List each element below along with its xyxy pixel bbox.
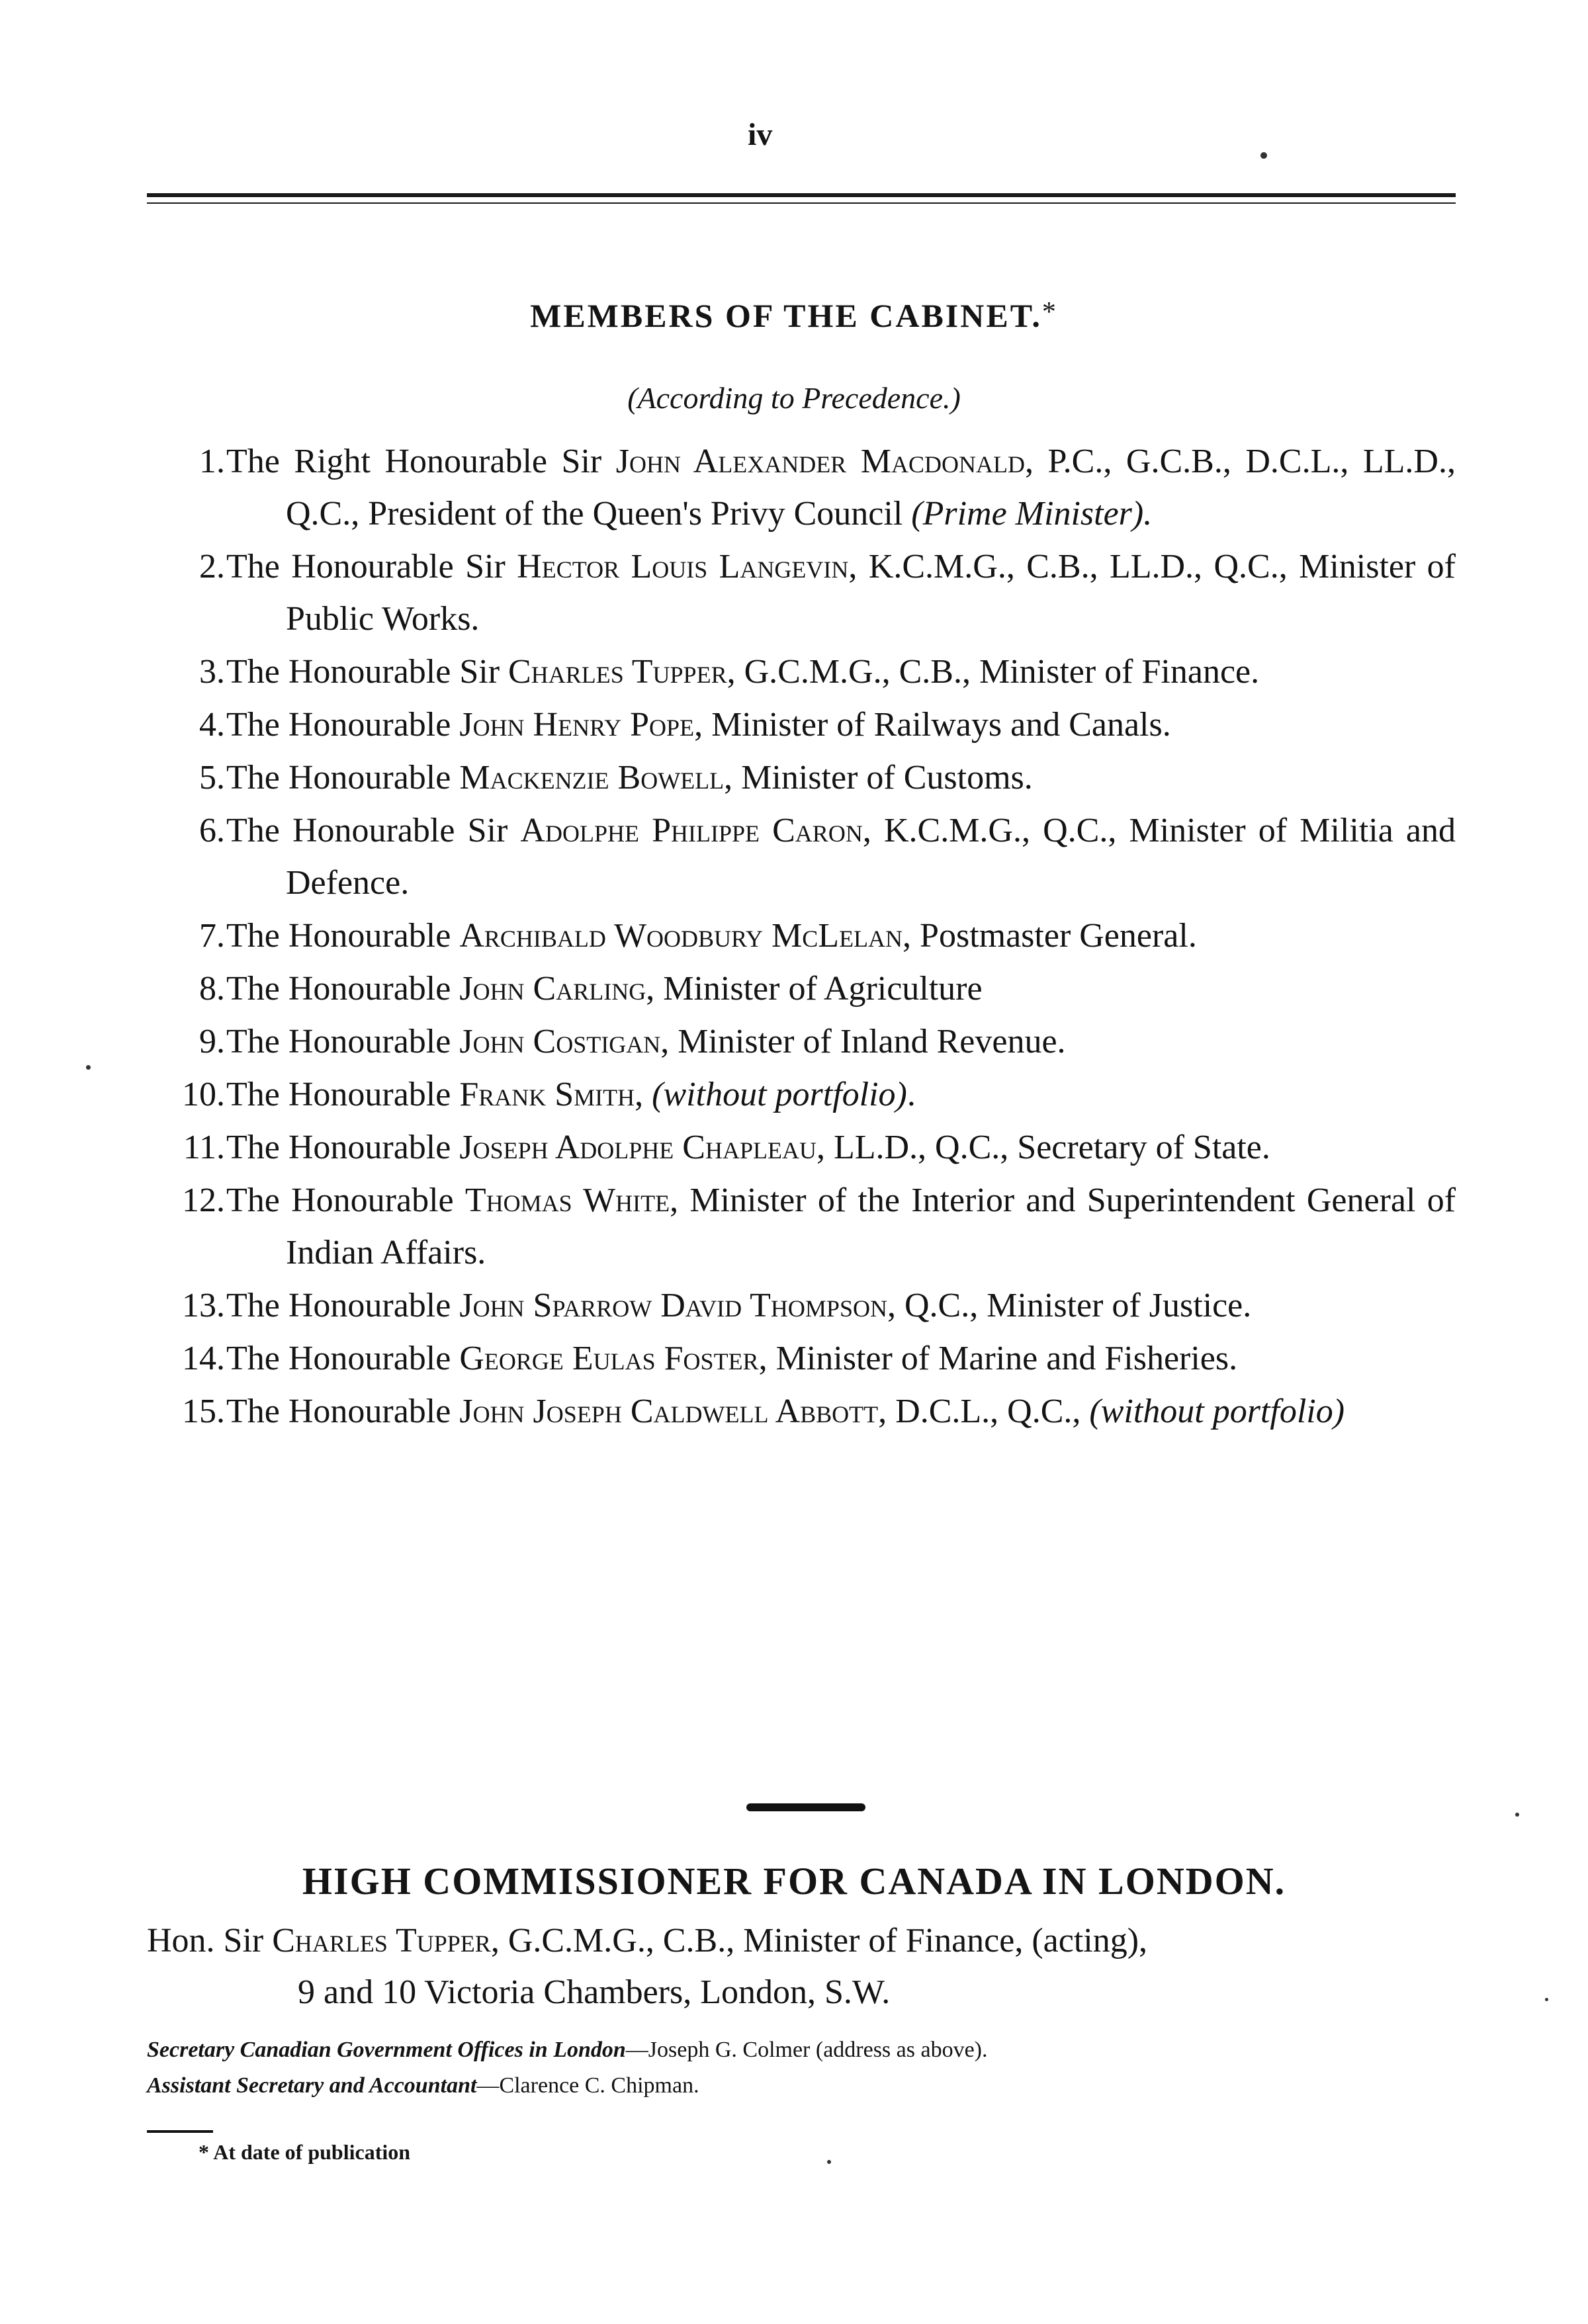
entry-number: 13. xyxy=(182,1287,225,1324)
entry-number: 14. xyxy=(182,1340,225,1377)
cabinet-entry xyxy=(147,752,1456,804)
entry-details: , P.C., G.C.B., D.C.L., LL.D., Q.C., President of the Queen's Privy Council xyxy=(286,443,1456,533)
entry-prefix: The Honourable xyxy=(226,1340,451,1377)
entry-prefix: The Right Honourable Sir xyxy=(226,443,602,480)
secretary-line xyxy=(147,2038,988,2063)
entry-details: , Minister of Agriculture xyxy=(646,970,983,1008)
assistant-value: —Clarence C. Chipman. xyxy=(476,2073,699,2098)
cabinet-entry xyxy=(147,1174,1456,1279)
entry-number: 11. xyxy=(183,1129,225,1166)
entry-name: John Sparrow David Thompson xyxy=(459,1287,887,1324)
hc-details: , G.C.M.G., C.B., Minister of Finance, (acting), xyxy=(490,1922,1148,1959)
entry-number: 15. xyxy=(182,1393,225,1430)
page-number: iv xyxy=(748,117,773,152)
entry-details: , Minister of Customs. xyxy=(724,759,1033,796)
entry-name: Mackenzie Bowell xyxy=(459,759,725,796)
entry-prefix: The Honourable xyxy=(226,1182,454,1219)
entry-prefix: The Honourable xyxy=(226,1023,451,1060)
entry-details: , Minister of Inland Revenue. xyxy=(660,1023,1066,1060)
cabinet-entry xyxy=(147,963,1456,1015)
entry-name: Archibald Woodbury McLelan xyxy=(459,917,903,955)
entry-prefix: The Honourable xyxy=(226,917,451,955)
footnote-rule xyxy=(147,2130,213,2133)
cabinet-subheading: (According to Precedence.) xyxy=(627,381,961,415)
entry-details: , Q.C., Minister of Justice. xyxy=(887,1287,1252,1324)
entry-details: , Postmaster General. xyxy=(903,917,1197,955)
entry-prefix: The Honourable xyxy=(226,970,451,1008)
entry-number: 7. xyxy=(199,917,225,955)
entry-details: , Minister of Railways and Canals. xyxy=(694,706,1171,744)
entry-details: , K.C.M.G., Q.C., Minister of Militia and Defence. xyxy=(286,812,1456,902)
entry-number: 1. xyxy=(199,443,225,480)
entry-number: 8. xyxy=(199,970,225,1008)
hc-address: 9 and 10 Victoria Chambers, London, S.W. xyxy=(298,1973,891,2011)
entry-end: . xyxy=(906,1076,916,1113)
header-rule-thin xyxy=(147,202,1456,204)
cabinet-entry xyxy=(147,540,1456,645)
entry-name: Charles Tupper xyxy=(508,653,727,691)
entry-name: Joseph Adolphe Chapleau xyxy=(459,1129,816,1166)
entry-details: , LL.D., Q.C., Secretary of State. xyxy=(816,1129,1270,1166)
entry-details: , K.C.M.G., C.B., LL.D., Q.C., Minister of Public Works. xyxy=(286,548,1456,638)
entry-details: , Minister of Marine and Fisheries. xyxy=(758,1340,1238,1377)
cabinet-entry xyxy=(147,804,1456,909)
assistant-secretary-line xyxy=(147,2073,699,2098)
cabinet-entry xyxy=(147,1068,1456,1121)
cabinet-heading-text: MEMBERS OF THE CABINET. xyxy=(530,297,1042,334)
cabinet-heading xyxy=(0,296,1588,335)
entry-prefix: The Honourable Sir xyxy=(226,548,506,585)
entry-name: Adolphe Philippe Caron xyxy=(520,812,863,849)
entry-name: George Eulas Foster xyxy=(459,1340,759,1377)
entry-name: John Carling xyxy=(459,970,646,1008)
cabinet-entry xyxy=(147,1385,1456,1438)
entry-note: (without portfolio) xyxy=(652,1076,907,1113)
scan-speck xyxy=(1515,1813,1519,1817)
high-commissioner-heading: HIGH COMMISSIONER FOR CANADA IN LONDON. xyxy=(302,1860,1286,1903)
entry-number: 2. xyxy=(199,548,225,585)
entry-name: John Henry Pope xyxy=(459,706,695,744)
entry-name: John Joseph Caldwell Abbott xyxy=(459,1393,879,1430)
entry-prefix: The Honourable xyxy=(226,1393,451,1430)
cabinet-entry xyxy=(147,1279,1456,1332)
entry-note: (Prime Minister). xyxy=(911,495,1153,533)
entry-details: , G.C.M.G., C.B., Minister of Finance. xyxy=(727,653,1260,691)
entry-prefix: The Honourable xyxy=(226,1287,451,1324)
entry-number: 3. xyxy=(199,653,225,691)
cabinet-entry xyxy=(147,910,1456,962)
header-rule-thick xyxy=(147,193,1456,197)
entry-prefix: The Honourable xyxy=(226,706,451,744)
cabinet-entry xyxy=(147,1332,1456,1385)
entry-prefix: The Honourable xyxy=(226,759,451,796)
entry-prefix: The Honourable Sir xyxy=(226,812,508,849)
scan-speck xyxy=(1545,1998,1548,2001)
entry-name: Thomas White xyxy=(464,1182,670,1219)
section-divider xyxy=(746,1803,865,1811)
footnote-marker: * xyxy=(1041,297,1058,327)
entry-prefix: The Honourable xyxy=(226,1076,451,1113)
entry-number: 9. xyxy=(199,1023,225,1060)
entry-number: 5. xyxy=(199,759,225,796)
scan-speck xyxy=(827,2160,831,2164)
entry-number: 4. xyxy=(199,706,225,744)
hc-name: Charles Tupper xyxy=(272,1922,491,1959)
entry-number: 12. xyxy=(182,1182,225,1219)
secretary-label: Secretary Canadian Government Offices in London xyxy=(147,2038,626,2062)
entry-note: (without portfolio) xyxy=(1089,1393,1345,1430)
entry-name: Hector Louis Langevin xyxy=(517,548,849,585)
entry-number: 10. xyxy=(182,1076,225,1113)
entry-name: John Costigan xyxy=(459,1023,661,1060)
entry-details: , Minister of the Interior and Superintendent General of Indian Affairs. xyxy=(286,1182,1456,1271)
assistant-label: Assistant Secretary and Accountant xyxy=(147,2073,477,2098)
entry-details: , xyxy=(635,1076,644,1113)
cabinet-entry xyxy=(147,435,1456,540)
scan-speck xyxy=(1260,152,1267,159)
entry-prefix: The Honourable Sir xyxy=(226,653,500,691)
entry-name: John Alexander Macdonald xyxy=(615,443,1025,480)
hc-title: Hon. Sir xyxy=(147,1922,264,1959)
cabinet-entry xyxy=(147,1015,1456,1068)
secretary-value: —Joseph G. Colmer (address as above). xyxy=(625,2038,988,2062)
entry-details: , D.C.L., Q.C., xyxy=(878,1393,1081,1430)
entry-prefix: The Honourable xyxy=(226,1129,451,1166)
high-commissioner-entry xyxy=(147,1915,1456,1967)
scan-speck xyxy=(86,1065,91,1070)
cabinet-entry xyxy=(147,699,1456,751)
cabinet-entry xyxy=(147,1121,1456,1174)
footnote: * At date of publication xyxy=(198,2140,411,2164)
entry-name: Frank Smith xyxy=(459,1076,635,1113)
entry-number: 6. xyxy=(199,812,225,849)
cabinet-list xyxy=(147,435,1456,1438)
cabinet-entry xyxy=(147,646,1456,698)
